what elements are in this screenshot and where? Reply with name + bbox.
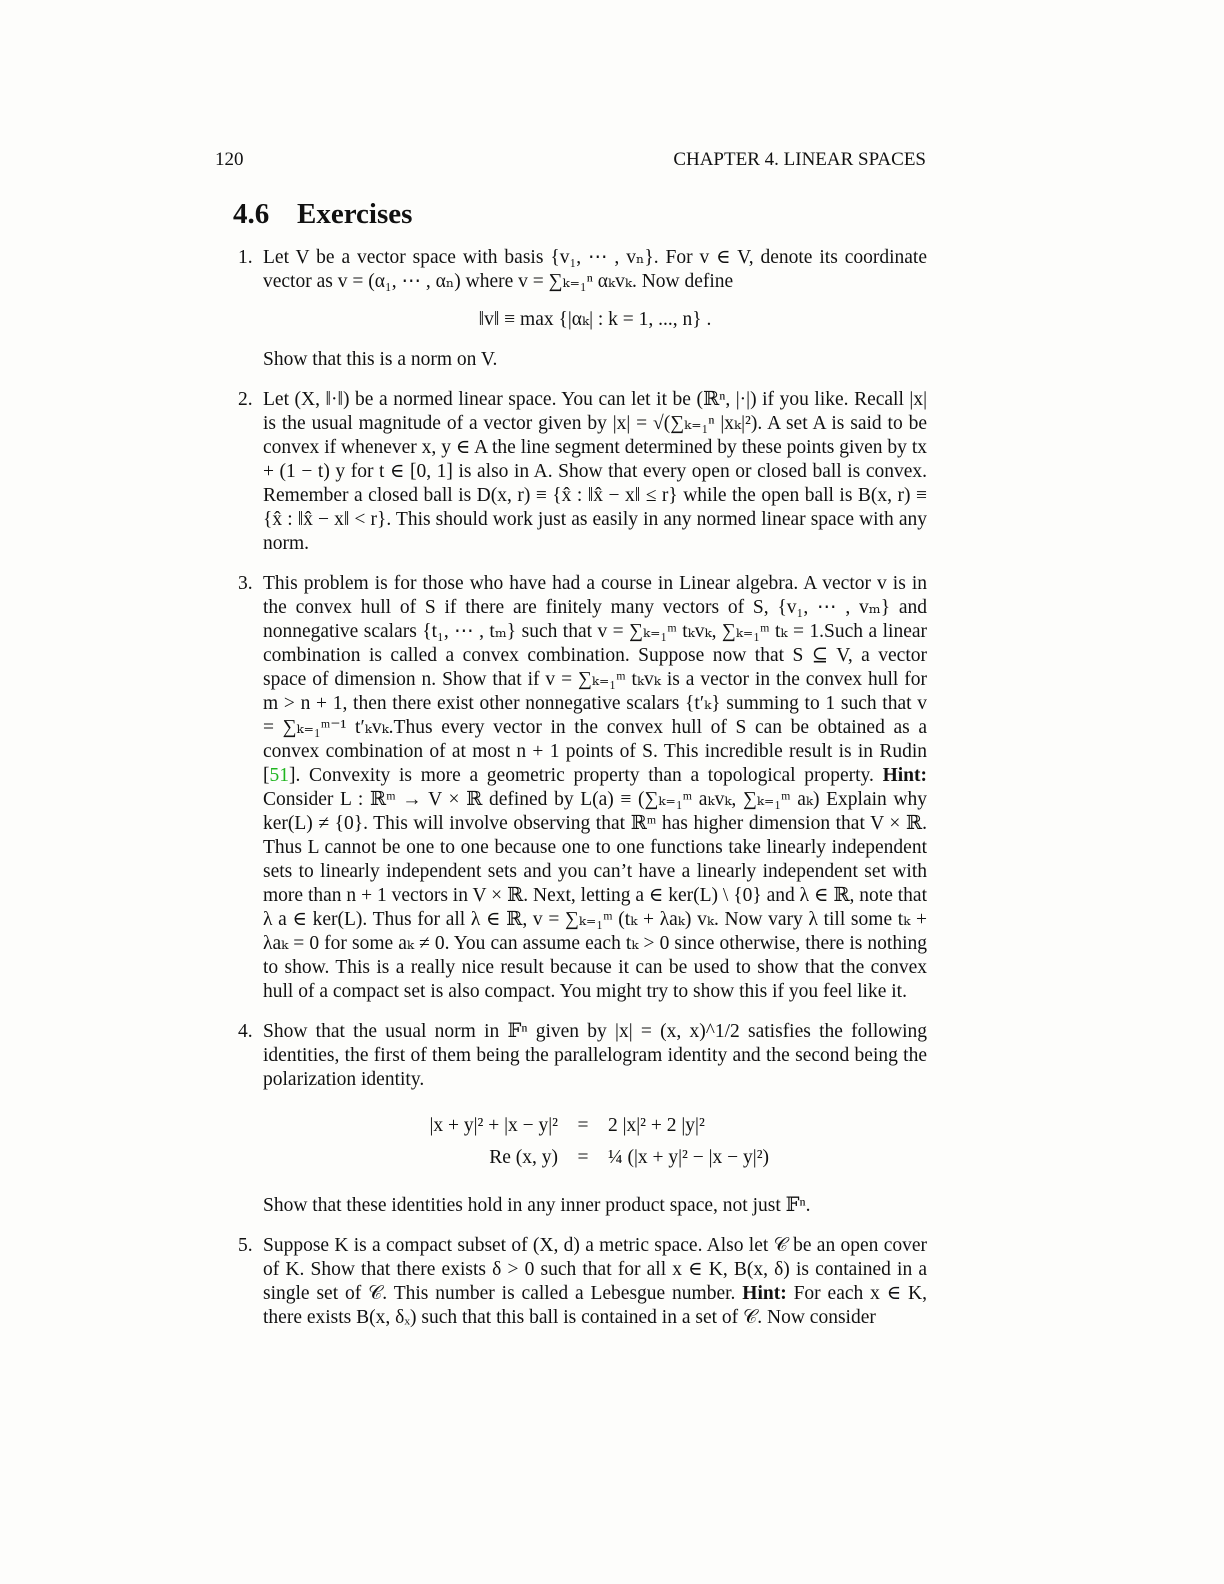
hint-label: Hint: [742, 1283, 787, 1304]
equation-lhs: |x + y|² + |x − y|² [429, 1115, 558, 1136]
equation-relation: = [577, 1115, 589, 1136]
exercise-1 [238, 246, 927, 372]
exercise-followup: Show that this is a norm on V. [263, 349, 498, 370]
exercise-text: Let (X, ‖·‖) be a normed linear space. You can let it be (ℝⁿ, |·|) if you like. Recall |x| is the usual magnitude of a vector given by |x| = √(∑ₖ₌₁ⁿ |xₖ|²). A set A is said to be convex if whenever x, y ∈ A the line segment determined by these points given by tx + (1 − t) y for t ∈ [0, 1] is also in A. Show that every open or closed ball is convex. Remember a closed ball is D(x, r) ≡ {x̂ : ‖x̂ − x‖ ≤ r} while the open ball is B(x, r) ≡ {x̂ : ‖x̂ − x‖ < r}. This should work just as easily in any normed linear space with any norm. [263, 389, 927, 554]
exercise-text-part: This problem is for those who have had a course in Linear algebra. A vector v is in the convex hull of S if there are finitely many vectors of S, {v₁, ⋯ , vₘ} and nonnegative scalars {t₁, ⋯ , tₘ} such that v = ∑ₖ₌₁ᵐ tₖvₖ, ∑ₖ₌₁ᵐ tₖ = 1.Such a linear combination is called a convex combination. Suppose now that S ⊆ V, a vector space of dimension n. Show that if v = ∑ₖ₌₁ᵐ tₖvₖ is a vector in the convex hull for m > n + 1, then there exist other nonnegative scalars {t′ₖ} summing to 1 such that v = ∑ₖ₌₁ᵐ⁻¹ t′ₖvₖ.Thus every vector in the convex hull of S can be obtained as a convex combination of at most n + 1 points of S. This incredible result is in Rudin [ [263, 573, 927, 786]
exercise-followup: Show that these identities hold in any inner product space, not just 𝔽ⁿ. [263, 1195, 811, 1216]
exercise-text-part: ]. Convexity is more a geometric property than a topological property. [289, 765, 883, 786]
exercise-number: 1. [238, 247, 253, 268]
section-heading [233, 196, 412, 232]
section-number: 4.6 [233, 198, 270, 230]
hint-text: Consider L : ℝᵐ → V × ℝ defined by L(a) ≡ (∑ₖ₌₁ᵐ aₖvₖ, ∑ₖ₌₁ᵐ aₖ) Explain why ker(L) ≠ {0}. This will involve observing that ℝᵐ has higher dimension that V × ℝ. Thus L cannot be one to one because one to one functions take linearly independent sets to linearly independent sets and you can’t have a linearly independent set with more than n + 1 vectors in V × ℝ. Next, letting a ∈ ker(L) \ {0} and λ ∈ ℝ, note that λ a ∈ ker(L). Thus for all λ ∈ ℝ, v = ∑ₖ₌₁ᵐ (tₖ + λaₖ) vₖ. Now vary λ till some tₖ + λaₖ = 0 for some aₖ ≠ 0. You can assume each tₖ > 0 since otherwise, there is nothing to show. This is a really nice result because it can be used to show that the convex hull of a compact set is also compact. You might try to show this if you feel like it. [263, 789, 927, 1002]
exercise-number: 5. [238, 1235, 253, 1256]
hint-text: For each x ∈ K, there exists B(x, δₓ) such that this ball is contained in a set of 𝒞. Now consider [263, 1283, 928, 1328]
display-equation: ‖v‖ ≡ max {|αₖ| : k = 1, ..., n} . [478, 309, 712, 330]
citation-link[interactable]: 51 [269, 765, 289, 786]
equation-relation: = [577, 1147, 589, 1168]
exercise-5 [238, 1234, 928, 1330]
exercise-number: 3. [238, 573, 253, 594]
exercise-2 [238, 388, 927, 556]
exercise-text-part: Suppose K is a compact subset of (X, d) a metric space. Also let 𝒞 be an open cover of K. Show that there exists δ > 0 such that for all x ∈ K, B(x, δ) is contained in a single set of 𝒞. This number is called a Lebesgue number. [263, 1235, 927, 1304]
equation-array [303, 1110, 863, 1174]
exercise-text [263, 1234, 927, 1330]
section-title: Exercises [297, 198, 413, 230]
exercise-text: Let V be a vector space with basis {v₁, ⋯ , vₙ}. For v ∈ V, denote its coordinate vector as v = (α₁, ⋯ , αₙ) where v = ∑ₖ₌₁ⁿ αₖvₖ. Now define [263, 247, 927, 292]
exercise-number: 4. [238, 1021, 253, 1042]
running-header: CHAPTER 4. LINEAR SPACES [673, 149, 926, 170]
exercise-4 [238, 1020, 927, 1218]
page-number: 120 [215, 149, 244, 170]
exercise-number: 2. [238, 389, 253, 410]
exercise-list [238, 246, 928, 1346]
equation-rhs: ¼ (|x + y|² − |x − y|²) [608, 1147, 770, 1168]
exercise-text: Show that the usual norm in 𝔽ⁿ given by |x| = (x, x)^1/2 satisfies the following identities, the first of them being the parallelogram identity and the second being the polarization identity. [263, 1021, 927, 1090]
equation-lhs: Re (x, y) [489, 1147, 558, 1168]
exercise-text [263, 572, 927, 1004]
exercise-3 [238, 572, 927, 1004]
hint-label: Hint: [882, 765, 927, 786]
equation-rhs: 2 |x|² + 2 |y|² [608, 1115, 705, 1136]
